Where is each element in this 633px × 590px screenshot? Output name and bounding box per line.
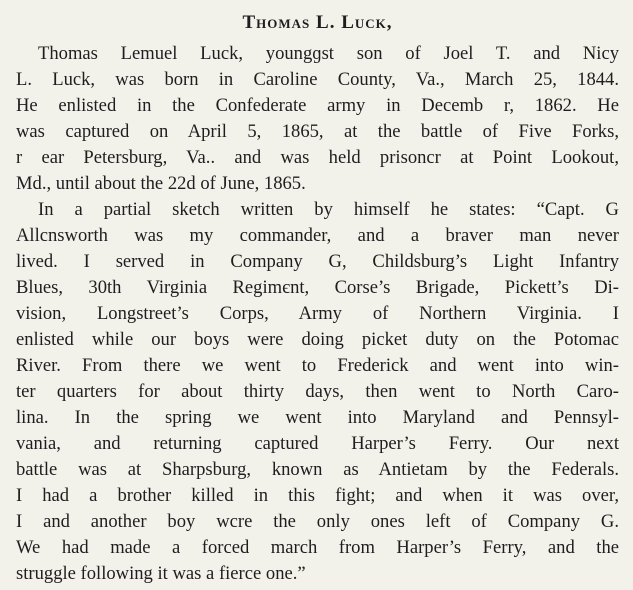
text-line: lina. In the spring we went into Maryland and Pennsyl- [16,407,619,428]
page-title: Thomas L. Luck, [242,12,393,33]
text-line: ter quarters for about thirty days, then went to North Caro- [16,381,619,402]
text-line: I and another boy wсre the only ones left of Company G. [16,511,619,532]
text-line: We had made a forced march from Harper’s Ferry, and the [16,537,619,558]
text-line: Blues, 30th Virginia Regimєnt, Corse’s Brigade, Pickett’s Di- [16,277,619,298]
text-line: vision, Longstreet’s Corps, Army of Northern Virginia. I [16,303,619,324]
text-line: Md., until about the 22d of June, 1865. [16,173,306,194]
text-line: struggle following it was a fierce one.” [16,563,306,584]
text-line: battle was at Sharpsburg, known as Antietam by the Federals. [16,459,619,480]
text-line: He enlisted in the Confederate army in Decemb r, 1862. He [16,95,619,116]
text-line: River. From there we went to Frederick and went into win- [16,355,619,376]
text-line: I had a brother killed in this fight; and when it was over, [16,485,619,506]
text-line: In a partial sketch written by himself he states: “Capt. G [38,199,619,220]
text-line: lived. I served in Company G, Childsburg’s Light Infantry [16,251,619,272]
paragraph-1 [16,41,619,197]
text-line: enlisted while our boys were doing picket duty on the Potomac [16,329,619,350]
text-line: was captured on April 5, 1865, at the battle of Five Forks, [16,121,619,142]
text-line: r ear Petersburg, Va.. and was held prisonсr at Point Lookout, [16,147,619,168]
text-line: Thomas Lemuel Luck, youngɡst son of Joel T. and Nicy [38,43,619,64]
paragraph-2 [16,197,619,587]
text-line: L. Luck, was born in Caroline County, Va., March 25, 1844. [16,69,619,90]
text-line: Allcnsworth was my commander, and a braver man never [16,225,619,246]
text-line: vania, and returning captured Harper’s Ferry. Our next [16,433,619,454]
